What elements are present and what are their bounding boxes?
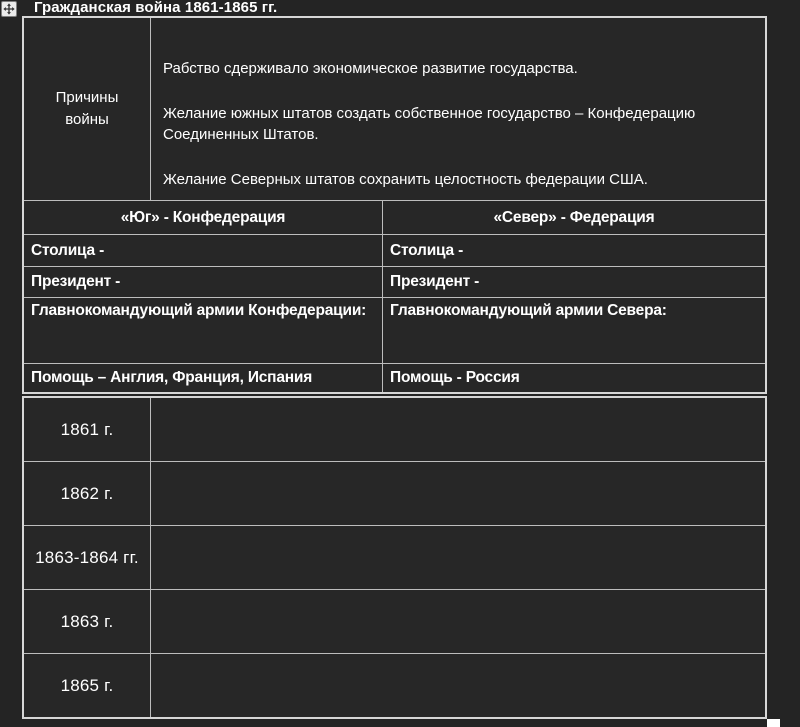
year-label: 1861 г.	[60, 419, 114, 439]
year-cell	[24, 590, 151, 653]
south-president-label: Президент -	[31, 273, 121, 290]
president-row	[24, 266, 765, 297]
side-headers-row	[24, 200, 765, 234]
causes-label: Причины войны	[55, 89, 119, 128]
south-header: «Юг» - Конфедерация	[120, 208, 286, 226]
north-commander-cell[interactable]	[383, 298, 765, 363]
timeline-row-1863-1864	[24, 525, 765, 589]
south-header-cell	[24, 201, 383, 234]
events-cell-1865[interactable]	[151, 654, 765, 717]
south-commander-label: Главнокомандующий армии Конфедерации:	[31, 302, 367, 319]
events-cell-1863[interactable]	[151, 590, 765, 653]
year-label: 1862 г.	[60, 483, 114, 503]
north-commander-label: Главнокомандующий армии Севера:	[390, 302, 667, 319]
north-capital-cell[interactable]	[383, 235, 765, 266]
south-allies-cell[interactable]	[24, 364, 383, 392]
causes-row	[24, 18, 765, 200]
cause-paragraph: Рабство сдерживало экономическое развитие государства.	[163, 60, 578, 77]
south-president-cell[interactable]	[24, 267, 383, 297]
timeline-row-1862	[24, 461, 765, 525]
north-header: «Север» - Федерация	[493, 208, 655, 226]
year-label: 1863-1864 гг.	[35, 547, 139, 567]
timeline-table	[22, 396, 767, 719]
north-capital-label: Столица -	[390, 241, 464, 259]
timeline-row-1865	[24, 653, 765, 717]
south-capital-cell[interactable]	[24, 235, 383, 266]
cause-paragraph: Желание Северных штатов сохранить целостность федерации США.	[163, 171, 648, 188]
north-allies-label: Помощь - Россия	[390, 369, 520, 386]
events-cell-1863-1864[interactable]	[151, 526, 765, 589]
year-cell	[24, 526, 151, 589]
south-allies-label: Помощь – Англия, Франция, Испания	[31, 369, 313, 386]
year-label: 1863 г.	[60, 611, 114, 631]
timeline-row-1861	[24, 398, 765, 461]
table-resize-handle[interactable]	[767, 719, 780, 727]
year-cell	[24, 398, 151, 461]
causes-text-cell[interactable]	[151, 18, 765, 200]
year-cell	[24, 654, 151, 717]
cause-paragraph: Желание южных штатов создать собственное государство – Конфедерацию Соединенных Штатов.	[163, 105, 696, 143]
allies-row	[24, 363, 765, 392]
north-allies-cell[interactable]	[383, 364, 765, 392]
capital-row	[24, 234, 765, 266]
north-header-cell	[383, 201, 765, 234]
civil-war-table	[22, 16, 767, 394]
commander-row	[24, 297, 765, 363]
north-president-cell[interactable]	[383, 267, 765, 297]
page-title: Гражданская война 1861-1865 гг.	[34, 0, 278, 16]
timeline-row-1863	[24, 589, 765, 653]
events-cell-1861[interactable]	[151, 398, 765, 461]
south-commander-cell[interactable]	[24, 298, 383, 363]
year-cell	[24, 462, 151, 525]
south-capital-label: Столица -	[31, 241, 105, 259]
move-icon	[3, 3, 15, 15]
year-label: 1865 г.	[60, 675, 114, 695]
events-cell-1862[interactable]	[151, 462, 765, 525]
north-president-label: Президент -	[390, 273, 480, 290]
causes-label-cell	[24, 18, 151, 200]
table-move-handle[interactable]	[1, 1, 17, 17]
